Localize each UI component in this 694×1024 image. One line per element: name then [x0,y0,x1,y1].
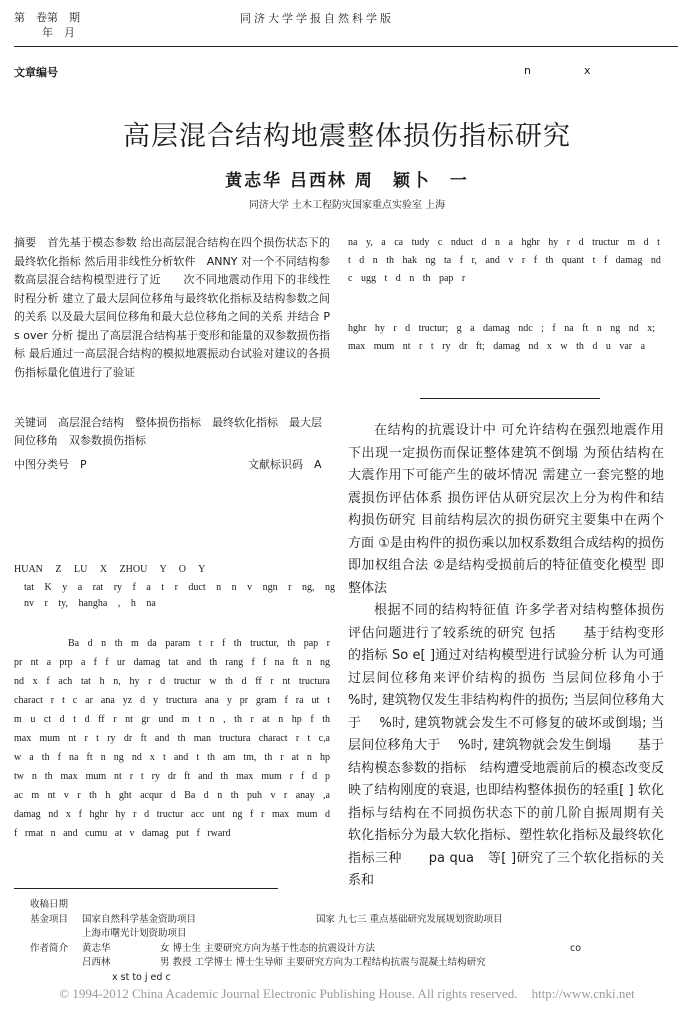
article-number-x: x [584,64,591,77]
copyright-text: © 1994-2012 China Academic Journal Electronic Publishing House. All rights reserved. [59,986,518,1001]
received-label: 收稿日期 [30,899,69,910]
keywords-english: hghr hy r d tructur; g a damag ndc ; f na ft n ng nd x; max mum nt r t ry dr ft; damag nd x w th d u var a [348,323,656,352]
fund-shanghai: 上海市曙光计划资助项目 [82,928,187,939]
keywords-chinese: 关键词 高层混合结构 整体损伤指标 最终软化指标 最大层间位移角 双参数损伤指标 [14,416,322,447]
fund-nsfc: 国家自然科学基金资助项目 [82,913,197,925]
issue-info [14,10,80,40]
clc-number: 中图分类号 P [14,458,87,471]
cnki-link[interactable]: http://www.cnki.net [531,986,635,1001]
fund-label: 基金项目 [30,913,69,925]
document-code: 文献标识码 A [248,458,322,471]
body-paragraph-2: 根据不同的结构特征值 许多学者对结构整体损伤评估问题进行了较系统的研究 包括 基于结构变形的指标 So e[ ]通过对结构模型进行试验分析 认为可通过层间位移角来评价结构的损伤 当层间位移角小于 %时, 建筑物仅发生非结构构件的损伤; 当层间位移角大于 %时, 建筑物就会发生不可修复的破坏或倒塌; 当层间位移角大于 %时, 建筑物就会发生倒塌 基于结构模态参数的指标 结构遭受地震前后的模态改变反映了结构刚度的衰退, 也即结构整体损伤的轻重[ ] 软化指标与结构在不同损伤状态下的前几阶自振周期有关 软化指标分为最大软化指标、塑性软化指标及最终软化指标三种 pa qua 等[ ]研究了三个软化指标的关系和 [348,603,682,888]
author2-bio: 男 教授 工学博士 博士生导师 主要研究方向为工程结构抗震与混凝土结构研究 [160,957,486,968]
journal-name: 同济大学学报自然科学版 [240,12,394,25]
fund-973: 国家 九七三 重点基础研究发展规划资助项目 [316,913,503,925]
affiliation: 同济大学 土木工程防灾国家重点实验室 上海 [248,200,446,211]
introduction-body [348,420,682,893]
english-authors: HUAN Z LU X ZHOU Y O Y [14,564,206,575]
abstract-chinese: 摘要 首先基于模态参数 给出高层混合结构在四个损伤状态下的最终软化指标 然后用非线性分析软件 ANNY 对一个不同结构参数高层混合结构模型进行了近 次不同地震动作用下的非线性时程分析 建立了最大层间位移角与最终软化指标及结构参数之间的关系 以及最大层间位移角和最大总位移角之间的关系 并结合 P s over 分析 提出了高层混合结构基于变形和能量的双参数损伤指标 最后通过一高层混合结构的模拟地震振动台试验对建议的各损伤指标量化值进行了验证 [14,236,330,379]
abstract-english-continued: na y, a ca tudy c nduct d n a hghr hy r d tructur m d t t d n th hak ng ta f r, and v r f th quant t f damag nd c ugg t d n th pap r [348,237,661,284]
article-number-label: 文章编号 [14,66,58,79]
author-bio-label: 作者简介 [30,942,69,954]
body-paragraph-1: 在结构的抗震设计中 可允许结构在强烈地震作用下出现一定损伤而保证整体建筑不倒塌 为预估结构在大震作用下可能产生的破坏情况 需建立一套完整的地震损伤评估体系 损伤评估从研究层次上分为构件和结构损伤研究 目前结构层次的损伤研究主要集中在两个方面 ①是由构件的损伤乘以加权系数组合成结构的损伤 即加权组合法 ②是结构受损前后的特征值变化模型 即整体法 [348,423,664,596]
english-affiliation: tat K y a rat ry f a t r duct n n v ngn r ng, ng nv r ty, hangha , h na [24,582,335,609]
english-abstract [14,634,330,843]
footnotes [30,898,670,985]
footnote-rule [14,888,278,889]
abstract-divider [420,398,600,399]
header-rule [14,46,678,47]
author-email: x st to j ed c [112,971,171,983]
copyright-notice [0,986,694,1002]
author2-name: 吕西林 [82,957,111,968]
english-abstract-paragraph: Ba d n th m da param t r f th tructur, th pap r pr nt a prp a f f ur damag tat and th rang f f na ft n ng nd x f ach tat h n, hy r d tructur w th d ff r nt tructura charact r t c ar ana yz d y tructura ana y pr gram f ra ut t m u ct d t d ff r nt gr und m t n , th r at n hp f th max mum nt r t ry dr ft and th man tructura charact r t c,a w a th f na ft n ng nd x t and t th am tm, th r at n hp tw n th max mum nt r t ry dr ft and th max mum r f d p ac m nt v r th h ght acqur d Ba d n th puh v r anay ,a damag nd x f hghr hy r d tructur acc unt ng f r max mum d f rmat n and cumu at v damag put f rward [14,638,330,839]
author1-mark: co [570,942,582,954]
article-number-n: n [524,64,531,77]
issue-line-1: 第 卷第 期 [14,11,80,24]
paper-title: 高层混合结构地震整体损伤指标研究 [123,121,571,152]
author1-name: 黄志华 [82,942,111,954]
issue-line-2: 年 月 [42,26,75,39]
author1-bio: 女 博士生 主要研究方向为基于性态的抗震设计方法 [160,942,376,954]
author-list: 黄志华 吕西林 周 颖卜 一 [225,171,469,191]
